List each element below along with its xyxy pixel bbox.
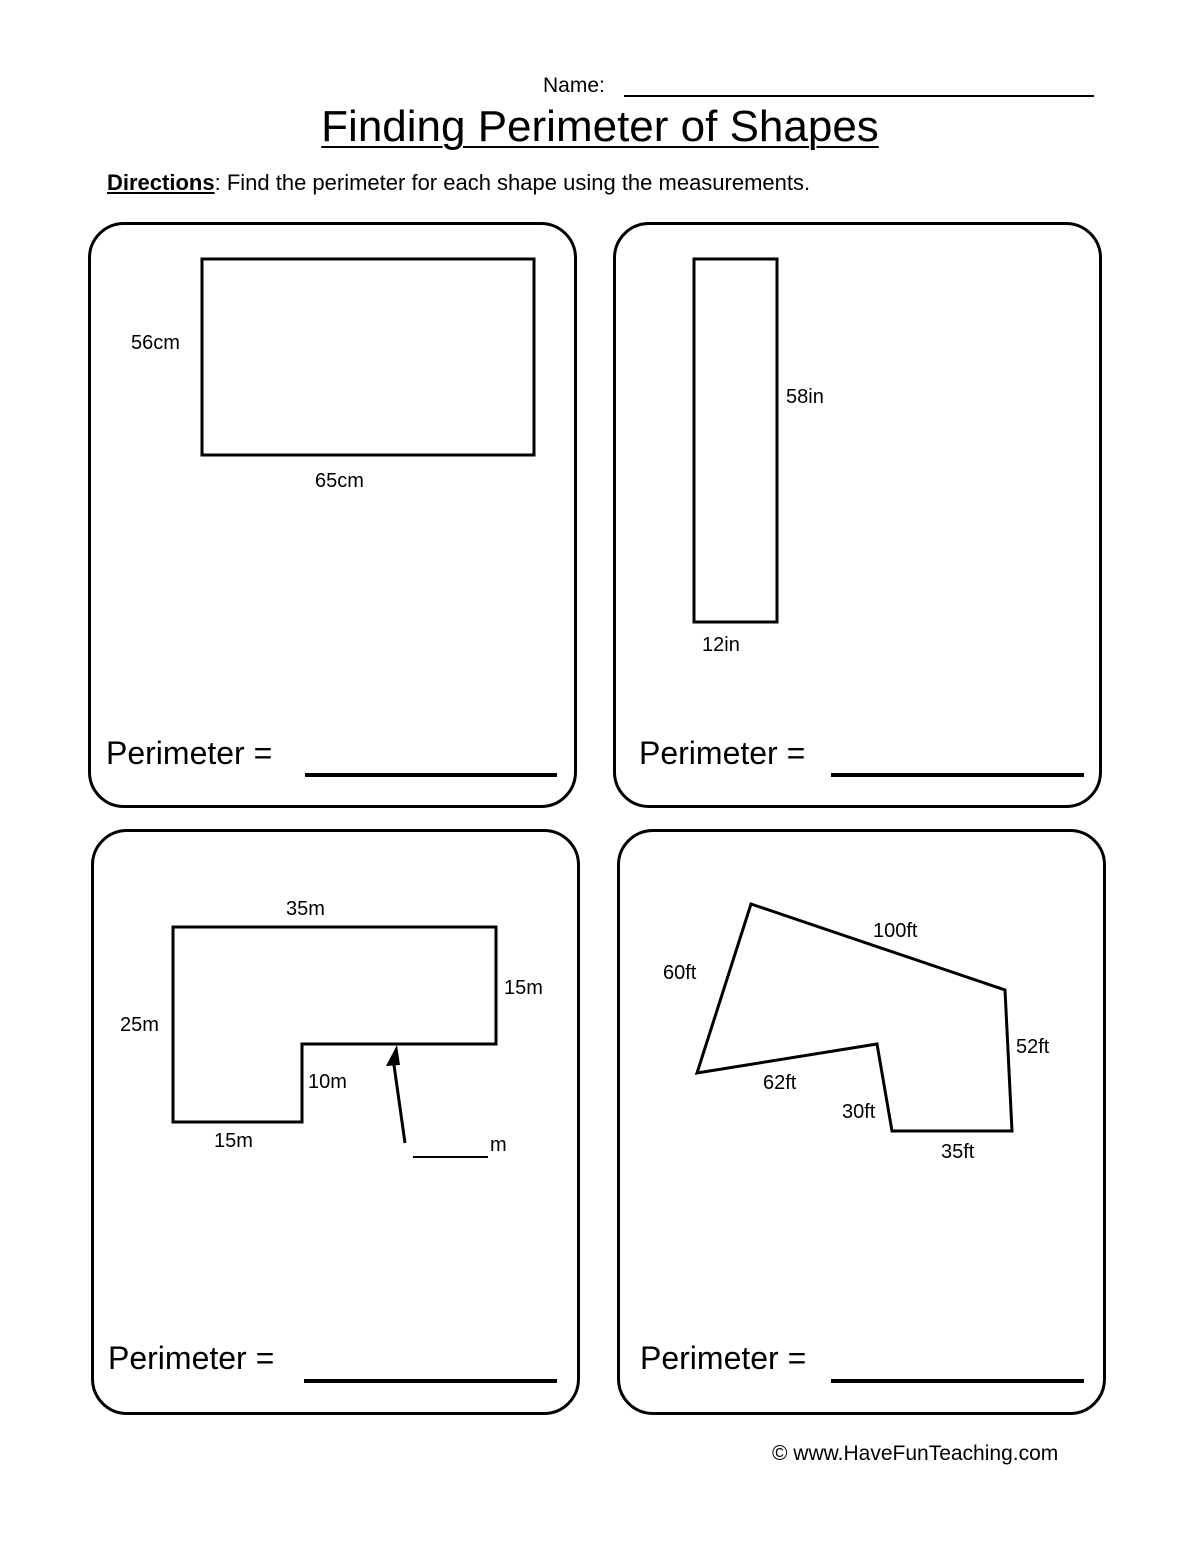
label-left: 60ft (663, 962, 697, 984)
polygon-shape (620, 832, 1109, 1418)
label-width: 12in (702, 634, 740, 656)
label-left: 25m (120, 1014, 159, 1036)
perimeter-answer-line[interactable] (305, 773, 557, 777)
perimeter-label: Perimeter = (640, 1340, 807, 1376)
directions (107, 170, 810, 196)
label-right: 52ft (1016, 1036, 1050, 1058)
panel-tall-rectangle (613, 222, 1102, 808)
label-top: 35m (286, 898, 325, 920)
rectangle-shape (91, 225, 580, 811)
panel-l-shape (91, 829, 580, 1415)
tall-rectangle-outline (694, 259, 777, 622)
directions-text: : Find the perimeter for each shape using the measurements. (214, 170, 811, 195)
polygon-outline (697, 904, 1012, 1131)
name-label: Name: (543, 74, 605, 97)
rectangle-outline (202, 259, 534, 455)
arrow-head (386, 1045, 400, 1066)
perimeter-label: Perimeter = (106, 735, 273, 771)
label-unknown-unit: m (490, 1134, 507, 1156)
label-bottom: 35ft (941, 1141, 975, 1163)
panel-rectangle (88, 222, 577, 808)
l-shape (94, 832, 583, 1418)
label-width: 65cm (315, 470, 364, 492)
footer-copyright: © www.HaveFunTeaching.com (772, 1442, 1059, 1465)
tall-rectangle-shape (616, 225, 1105, 811)
page-title: Finding Perimeter of Shapes (321, 102, 879, 151)
perimeter-label: Perimeter = (639, 735, 806, 771)
label-lower-left: 62ft (763, 1072, 797, 1094)
arrow-shaft (393, 1058, 405, 1143)
perimeter-answer-line[interactable] (304, 1379, 557, 1383)
label-top: 100ft (873, 920, 918, 942)
label-height: 58in (786, 386, 824, 408)
label-inner: 30ft (842, 1101, 876, 1123)
label-inner-vertical: 10m (308, 1071, 347, 1093)
label-bottom: 15m (214, 1130, 253, 1152)
panel-polygon (617, 829, 1106, 1415)
perimeter-answer-line[interactable] (831, 1379, 1084, 1383)
label-height: 56cm (131, 332, 180, 354)
name-input-line[interactable] (624, 95, 1094, 97)
directions-label: Directions (107, 170, 215, 195)
perimeter-answer-line[interactable] (831, 773, 1084, 777)
label-right: 15m (504, 977, 543, 999)
perimeter-label: Perimeter = (108, 1340, 275, 1376)
